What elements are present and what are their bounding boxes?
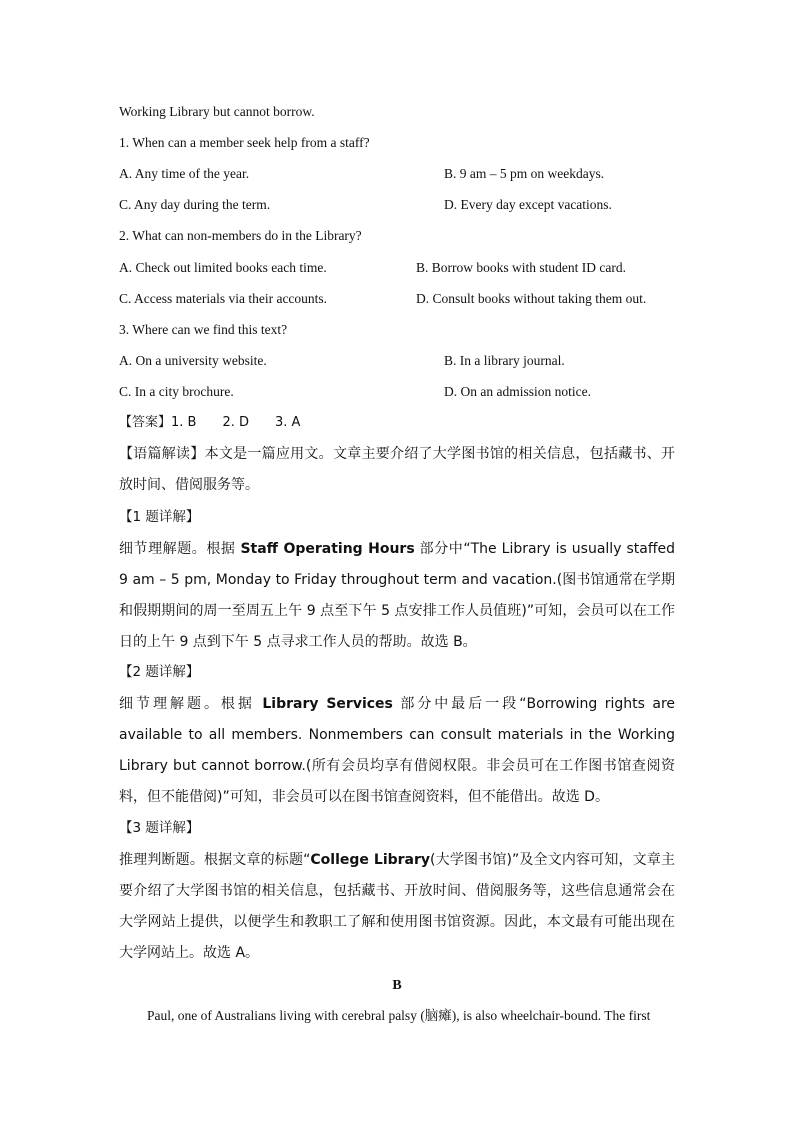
q1-text: 部分中“The Library is usually staffed 9 am – 5 pm, Monday to Friday throughout term and vacation.(图书馆通常在学期和假期期间的周一至周五上午 9 点至下午 5 点安排工作人员值班)”可知，会员可以在工作日的上午 9 点到下午 5 点寻求工作人员的帮助。故选 B。 [119, 541, 675, 650]
question-2-option-b: B. Borrow books with student ID card. [416, 260, 626, 275]
q3-prefix: 推理判断题。根据文章的标题“ [119, 852, 311, 868]
question-3-stem: 3. Where can we find this text? [119, 322, 288, 337]
q1-explanation [119, 534, 675, 658]
question-1-option-b: B. 9 am – 5 pm on weekdays. [444, 166, 605, 181]
question-3-option-c: C. In a city brochure. [119, 384, 234, 399]
question-1-option-d: D. Every day except vacations. [444, 197, 612, 212]
question-1-stem: 1. When can a member seek help from a staff? [119, 135, 370, 150]
q3-text: (大学图书馆)”及全文内容可知，文章主要介绍了大学图书馆的相关信息，包括藏书、开放时间、借阅服务等，这些信息通常会在大学网站上提供，以便学生和教职工了解和使用图书馆资源。因此，本文最有可能出现在大学网站上。故选 A。 [119, 852, 675, 961]
question-3-option-b: B. In a library journal. [444, 353, 565, 368]
q1-heading: 【1 题详解】 [119, 509, 200, 525]
question-3-option-a: A. On a university website. [119, 353, 267, 368]
answer-key: 【答案】1. B 2. D 3. A [119, 415, 301, 430]
q2-explanation [119, 689, 675, 813]
question-1-option-a: A. Any time of the year. [119, 166, 250, 181]
q1-bold-section: Staff Operating Hours [240, 541, 415, 557]
question-2-stem: 2. What can non-members do in the Library? [119, 228, 362, 243]
q3-heading: 【3 题详解】 [119, 820, 200, 836]
q2-prefix: 细节理解题。根据 [119, 696, 263, 712]
q2-text: 部分中最后一段“Borrowing rights are available to all members. Nonmembers can consult materials in the Working Library but cannot borrow.(所有会员均享有借阅权限。非会员可在工作图书馆查阅资料，但不能借阅)”可知，非会员可以在图书馆查阅资料，但不能借出。故选 D。 [119, 696, 676, 805]
q3-explanation [119, 845, 675, 969]
question-2-option-c: C. Access materials via their accounts. [119, 291, 328, 306]
passage-summary: 【语篇解读】本文是一篇应用文。文章主要介绍了大学图书馆的相关信息，包括藏书、开放时间、借阅服务等。 [119, 446, 675, 493]
question-3-option-d: D. On an admission notice. [444, 384, 591, 399]
q3-bold-section: College Library [310, 852, 431, 868]
question-2-option-d: D. Consult books without taking them out. [416, 291, 647, 306]
question-1-option-c: C. Any day during the term. [119, 197, 271, 212]
q1-prefix: 细节理解题。根据 [119, 541, 241, 557]
continued-text-line: Working Library but cannot borrow. [119, 104, 315, 119]
passage-b-first-line: Paul, one of Australians living with cerebral palsy (脑瘫), is also wheelchair-bound. The first [147, 1008, 651, 1023]
section-b-heading: B [392, 978, 402, 993]
question-2-option-a: A. Check out limited books each time. [119, 260, 327, 275]
q2-heading: 【2 题详解】 [119, 664, 200, 680]
q2-bold-section: Library Services [262, 696, 393, 712]
